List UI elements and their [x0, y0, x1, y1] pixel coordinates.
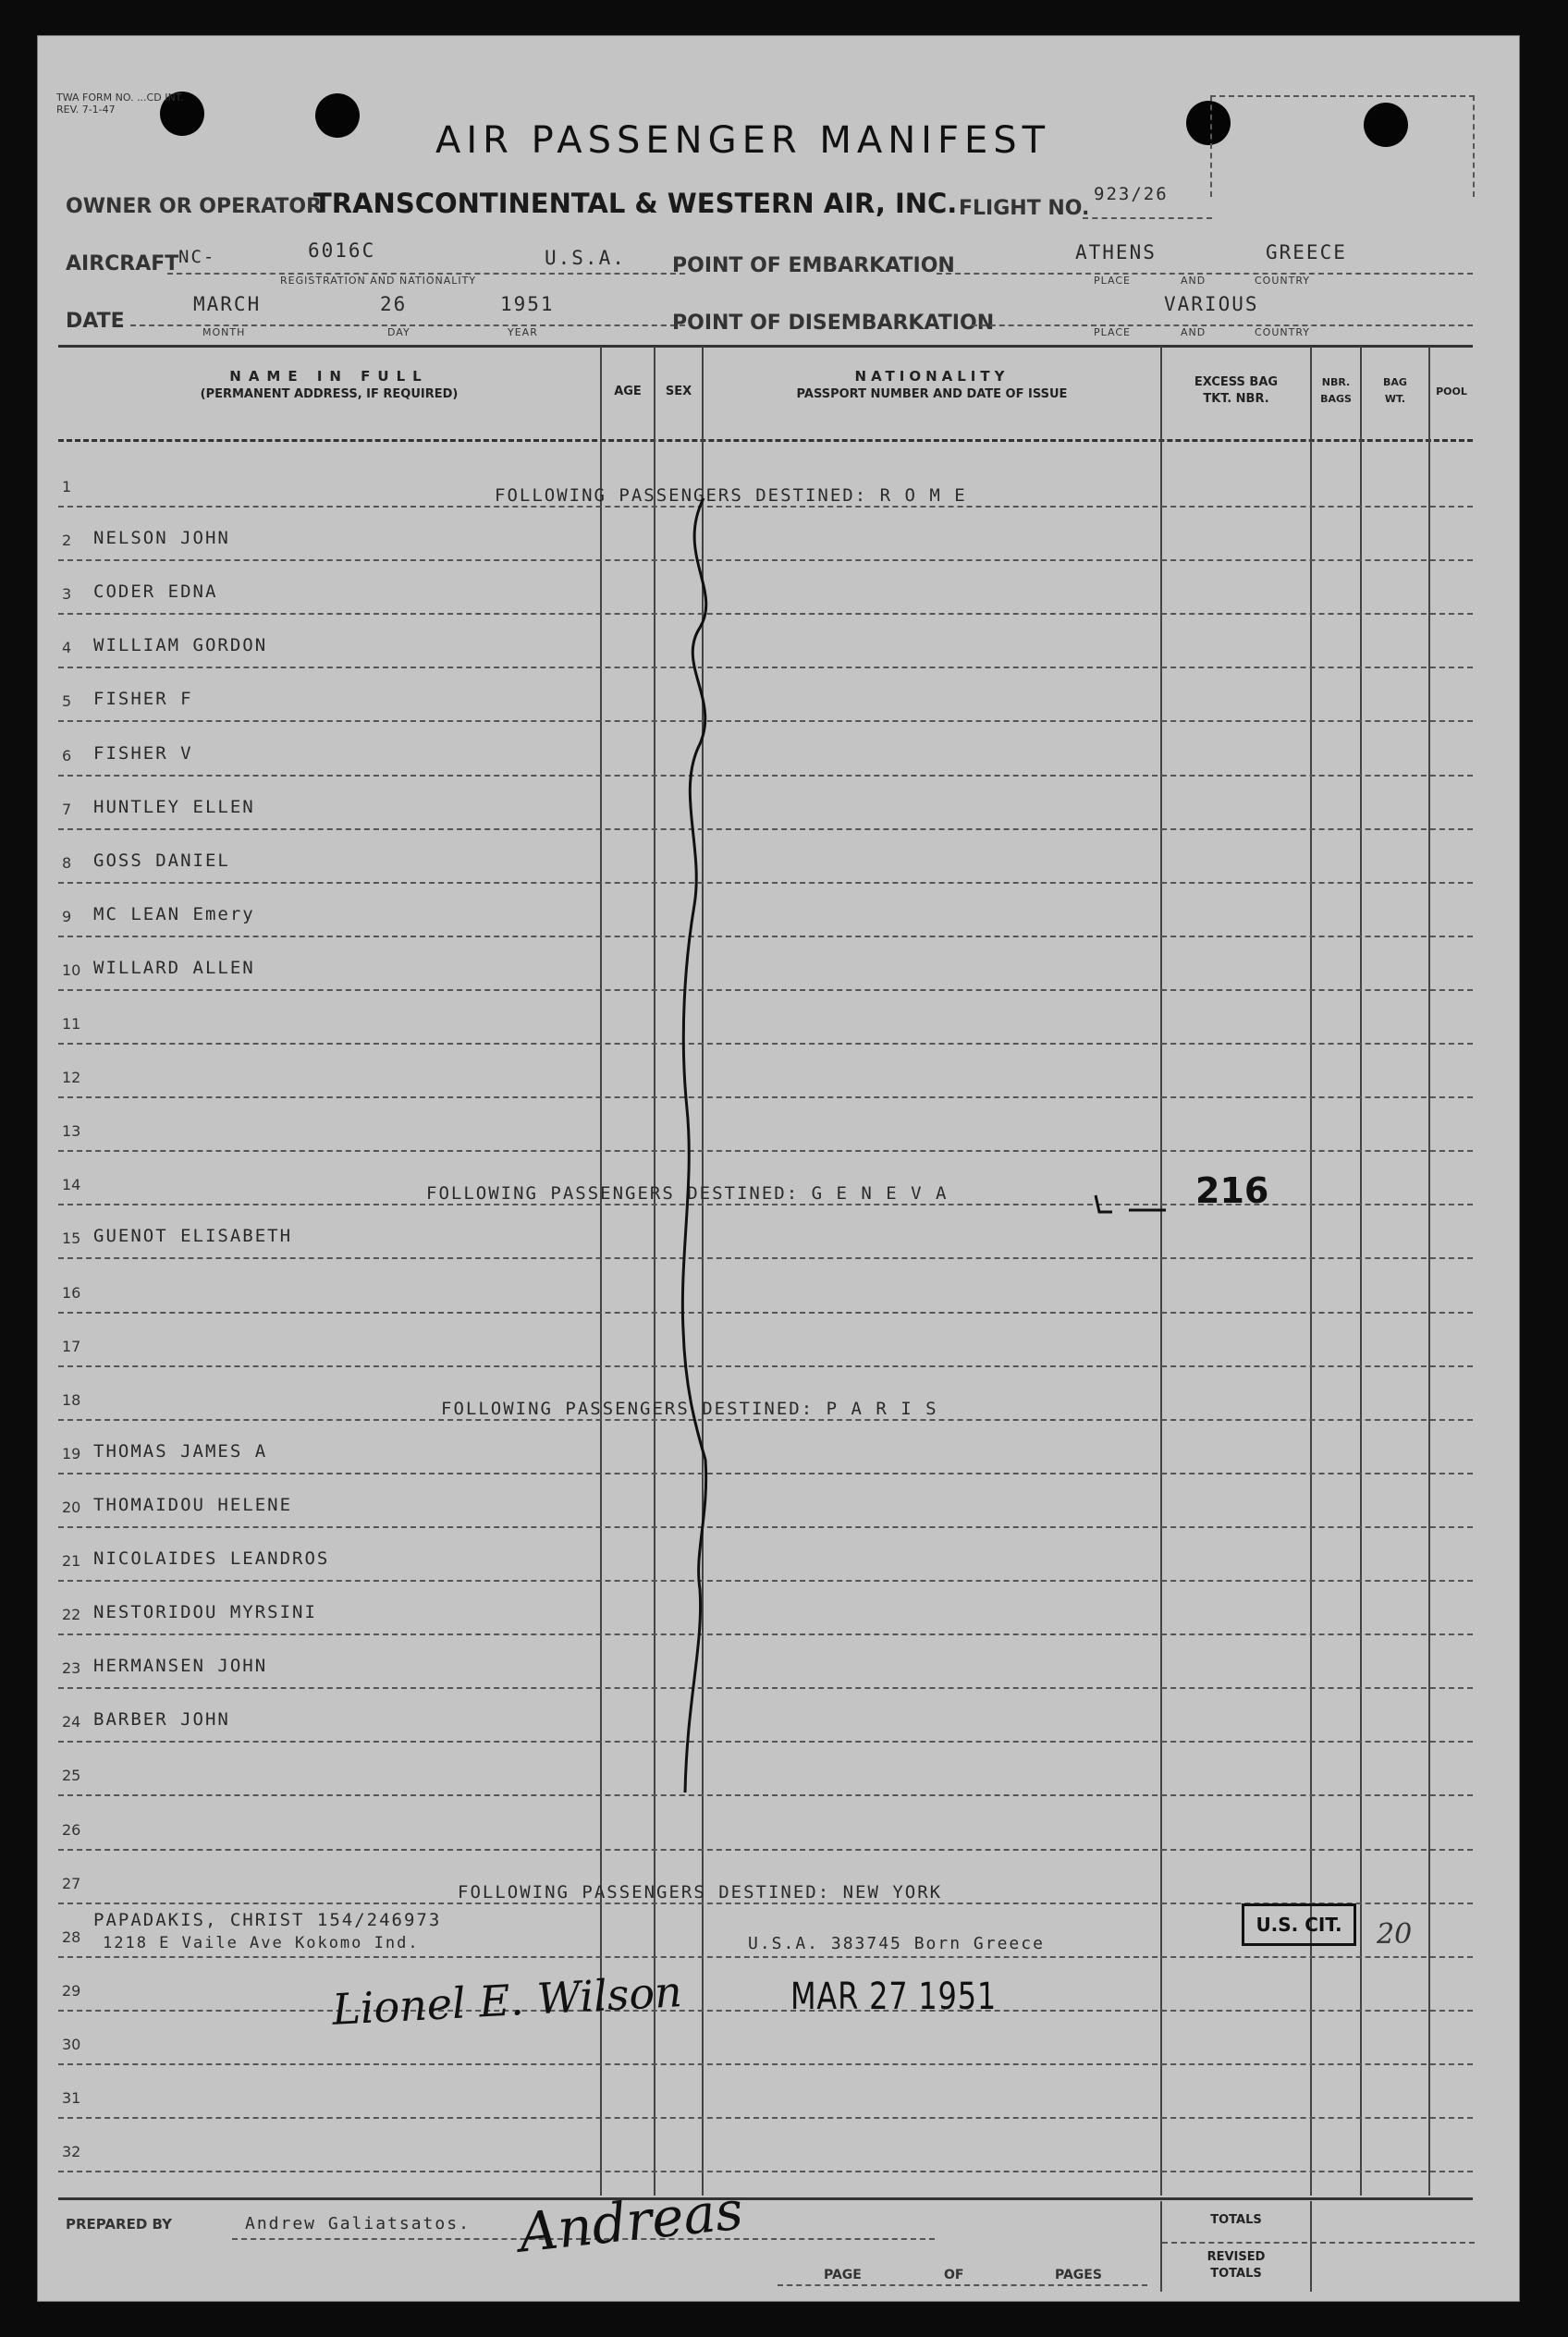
- row-number: 17: [62, 1337, 81, 1355]
- owner-value: TRANSCONTINENTAL & WESTERN AIR, INC.: [313, 188, 958, 219]
- date-month: MARCH: [193, 293, 262, 315]
- bag-weight-value: 20: [1377, 1918, 1413, 1951]
- date-label: DATE: [66, 310, 125, 333]
- row-number: 15: [62, 1230, 81, 1248]
- row-number: 11: [62, 1015, 81, 1033]
- of-label: OF: [944, 2268, 964, 2282]
- passenger-name: FISHER V: [93, 742, 193, 764]
- row-number: 19: [62, 1444, 81, 1462]
- owner-label: OWNER OR OPERATOR: [66, 195, 323, 218]
- row-line: [58, 1419, 1473, 1421]
- signature-footer: Andreas: [516, 2178, 746, 2265]
- row-number: 12: [62, 1069, 81, 1087]
- passenger-name: PAPADAKIS, CHRIST 154/246973: [93, 1909, 442, 1930]
- row-number: 29: [62, 1981, 81, 2000]
- table-top-border: [58, 345, 1473, 348]
- passenger-name: HERMANSEN JOHN: [93, 1656, 268, 1677]
- aircraft-nation: U.S.A.: [545, 247, 626, 269]
- row-line: [58, 2010, 1473, 2012]
- col-header-age: AGE: [614, 385, 642, 398]
- row-line: [58, 1687, 1473, 1689]
- row-line: [58, 1473, 1473, 1474]
- year-caption: YEAR: [508, 326, 538, 338]
- aircraft-registration: 6016C: [308, 239, 376, 262]
- prepared-by-label: PREPARED BY: [66, 2216, 172, 2233]
- punch-hole-2: [315, 93, 360, 138]
- row-number: 13: [62, 1122, 81, 1141]
- row-line: [58, 2171, 1473, 2172]
- passenger-name: NELSON JOHN: [93, 528, 230, 549]
- passenger-name: NESTORIDOU MYRSINI: [93, 1602, 317, 1623]
- row-line: [58, 1956, 1473, 1958]
- row-line: [58, 1526, 1473, 1528]
- country-caption-1: COUNTRY: [1255, 275, 1310, 287]
- page-title: AIR PASSENGER MANIFEST: [435, 119, 1051, 162]
- col-header-nationality: NATIONALITY PASSPORT NUMBER AND DATE OF ISSUE: [796, 368, 1068, 401]
- passenger-name: WILLIAM GORDON: [93, 635, 268, 656]
- footer-top-border: [58, 2197, 1473, 2200]
- arrow-mark: [1092, 1192, 1175, 1219]
- prepared-by-value: Andrew Galiatsatos.: [245, 2214, 471, 2233]
- manifest-sheet: [37, 35, 1520, 2302]
- col-header-nbr-bags: NBR. BAGS: [1320, 376, 1352, 405]
- row-number: 6: [62, 746, 72, 765]
- row-line: [58, 667, 1473, 668]
- date-year: 1951: [500, 293, 555, 315]
- passenger-name: GOSS DANIEL: [93, 850, 230, 871]
- row-number: 22: [62, 1606, 81, 1624]
- date-stamp: MAR 27 1951: [790, 1976, 998, 2018]
- row-line: [58, 1741, 1473, 1743]
- country-caption-2: COUNTRY: [1255, 326, 1310, 338]
- row-line: [58, 506, 1473, 508]
- passenger-name: FISHER F: [93, 689, 193, 710]
- row-line: [58, 2117, 1473, 2119]
- passenger-name: GUENOT ELISABETH: [93, 1226, 293, 1247]
- excess-bag-ticket: 216: [1195, 1170, 1269, 1212]
- date-day: 26: [380, 293, 408, 315]
- row-line: [58, 613, 1473, 615]
- row-number: 26: [62, 1820, 81, 1839]
- passenger-name: NICOLAIDES LEANDROS: [93, 1548, 330, 1569]
- totals-label: TOTALS: [1210, 2213, 1262, 2227]
- row-line: [58, 2063, 1473, 2065]
- row-number: 14: [62, 1176, 81, 1194]
- check-bracket-line: [667, 480, 722, 1811]
- registration-caption: REGISTRATION AND NATIONALITY: [280, 275, 477, 287]
- row-line: [58, 559, 1473, 561]
- signature-row29: Lionel E. Wilson: [330, 1966, 683, 2035]
- col-line-bagwt-pool: [1428, 347, 1430, 2196]
- col-line-name-age: [600, 347, 602, 2196]
- destination-heading: FOLLOWING PASSENGERS DESTINED: R O M E: [495, 485, 967, 506]
- row-number: 10: [62, 960, 81, 979]
- row-line: [58, 775, 1473, 777]
- col-header-pool: POOL: [1436, 385, 1467, 398]
- disembarkation-label: POINT OF DISEMBARKATION: [672, 312, 995, 335]
- row-number: 31: [62, 2089, 81, 2107]
- col-line-nat-excess: [1160, 347, 1162, 2196]
- row-number: 27: [62, 1874, 81, 1892]
- passenger-name: BARBER JOHN: [93, 1709, 230, 1731]
- passenger-address: 1218 E Vaile Ave Kokomo Ind.: [103, 1933, 420, 1952]
- row-number: 3: [62, 585, 72, 604]
- destination-heading: FOLLOWING PASSENGERS DESTINED: G E N E V A: [426, 1183, 949, 1205]
- registration-box: [1210, 95, 1475, 197]
- row-line: [58, 1849, 1473, 1851]
- row-line: [58, 1096, 1473, 1098]
- place-caption-1: PLACE: [1094, 275, 1131, 287]
- aircraft-label: AIRCRAFT: [66, 252, 179, 275]
- row-line: [58, 828, 1473, 830]
- pages-label: PAGES: [1055, 2268, 1102, 2282]
- row-number: 20: [62, 1498, 81, 1516]
- row-line: [58, 720, 1473, 722]
- row-line: [58, 882, 1473, 884]
- page-label: PAGE: [824, 2268, 862, 2282]
- row-number: 21: [62, 1552, 81, 1570]
- destination-heading: FOLLOWING PASSENGERS DESTINED: NEW YORK: [458, 1881, 943, 1903]
- row-number: 4: [62, 639, 72, 657]
- passenger-name: CODER EDNA: [93, 581, 218, 603]
- row-line: [58, 936, 1473, 937]
- passenger-nationality: U.S.A. 383745 Born Greece: [748, 1933, 1045, 1953]
- flight-value: 923/26: [1094, 184, 1169, 204]
- flight-underline: [1083, 217, 1212, 219]
- passenger-name: MC LEAN Emery: [93, 903, 255, 924]
- embarkation-place: ATHENS: [1075, 241, 1157, 263]
- row-number: 30: [62, 2035, 81, 2053]
- row-line: [58, 1150, 1473, 1152]
- row-number: 24: [62, 1713, 81, 1731]
- col-header-sex: SEX: [665, 385, 692, 398]
- aircraft-prefix: NC-: [178, 247, 216, 267]
- row-number: 28: [62, 1927, 81, 1946]
- totals-box: [1160, 2201, 1475, 2292]
- row-line: [58, 1312, 1473, 1314]
- row-line: [58, 1365, 1473, 1367]
- row-number: 16: [62, 1283, 81, 1302]
- row-number: 7: [62, 800, 72, 818]
- disembarkation-underline: [972, 324, 1473, 326]
- us-citizen-stamp: U.S. CIT.: [1242, 1903, 1356, 1946]
- embarkation-country: GREECE: [1266, 241, 1347, 263]
- form-id: TWA FORM NO. ...CD INT. REV. 7-1-47: [56, 92, 184, 116]
- table-header-border: [58, 439, 1473, 442]
- row-number: 18: [62, 1390, 81, 1409]
- row-number: 1: [62, 478, 72, 496]
- col-line-age-sex: [654, 347, 655, 2196]
- row-line: [58, 1580, 1473, 1582]
- passenger-name: HUNTLEY ELLEN: [93, 796, 255, 817]
- col-line-nbr-bagwt: [1360, 347, 1362, 2196]
- flight-label: FLIGHT NO.: [959, 197, 1090, 220]
- row-number: 32: [62, 2143, 81, 2161]
- row-number: 23: [62, 1659, 81, 1678]
- destination-heading: FOLLOWING PASSENGERS DESTINED: P A R I S: [441, 1398, 938, 1419]
- col-header-bag-wt: BAG WT.: [1383, 376, 1407, 405]
- col-header-name: NAME IN FULL (PERMANENT ADDRESS, IF REQUIRED): [200, 368, 459, 401]
- month-caption: MONTH: [202, 326, 246, 338]
- page-underline: [778, 2284, 1147, 2286]
- day-caption: DAY: [387, 326, 410, 338]
- col-header-excess: EXCESS BAG TKT. NBR.: [1194, 375, 1279, 406]
- embarkation-label: POINT OF EMBARKATION: [672, 254, 955, 277]
- passenger-name: WILLARD ALLEN: [93, 957, 255, 978]
- row-line: [58, 1043, 1473, 1045]
- disembarkation-place: VARIOUS: [1164, 293, 1259, 315]
- row-line: [58, 1257, 1473, 1259]
- row-number: 9: [62, 907, 72, 925]
- passenger-name: THOMAIDOU HELENE: [93, 1494, 293, 1515]
- and-caption-2: AND: [1181, 326, 1207, 338]
- row-number: 5: [62, 692, 72, 711]
- row-line: [58, 1633, 1473, 1635]
- row-number: 25: [62, 1767, 81, 1785]
- and-caption-1: AND: [1181, 275, 1207, 287]
- row-number: 8: [62, 853, 72, 872]
- row-line: [58, 989, 1473, 991]
- place-caption-2: PLACE: [1094, 326, 1131, 338]
- passenger-name: THOMAS JAMES A: [93, 1440, 268, 1462]
- row-line: [58, 1794, 1473, 1796]
- revised-totals-label: REVISED TOTALS: [1207, 2250, 1266, 2281]
- row-number: 2: [62, 532, 72, 550]
